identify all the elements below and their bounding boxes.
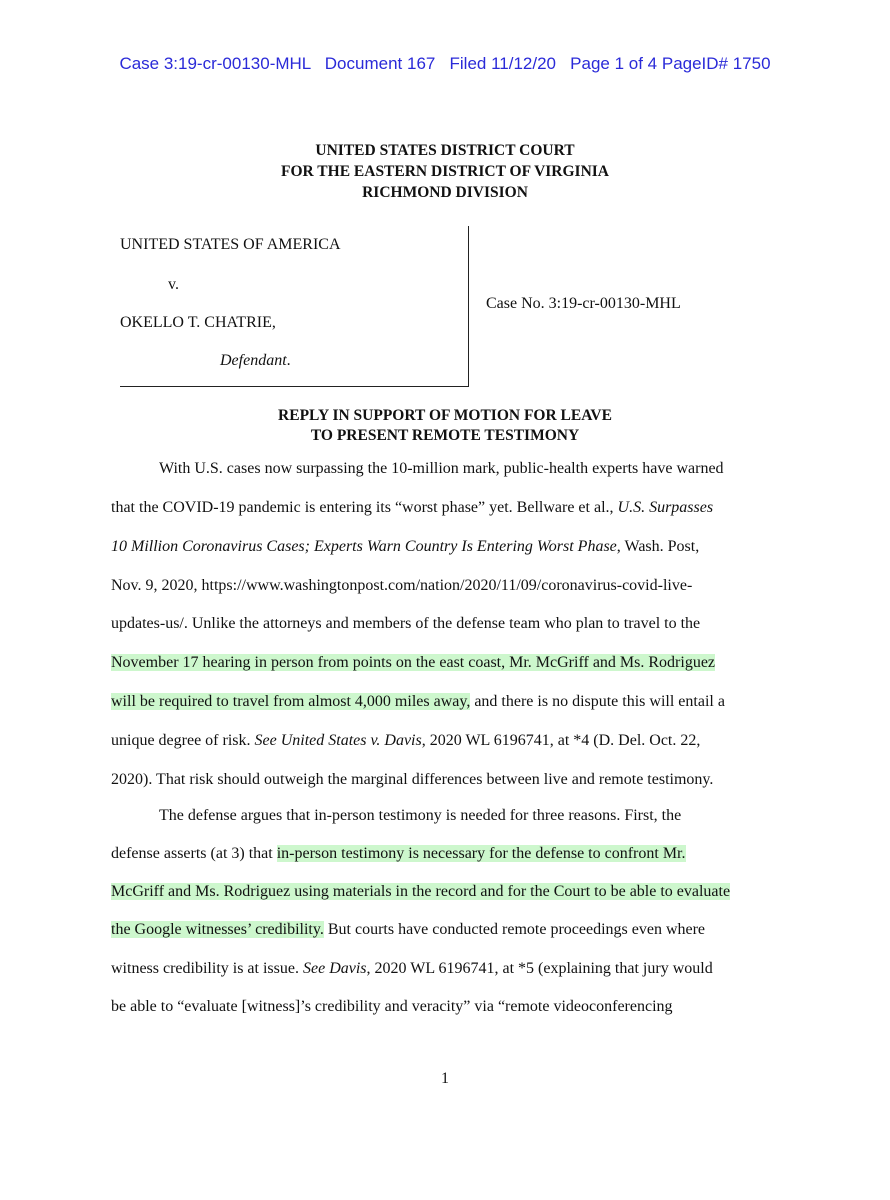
citation-title: U.S. Surpasses [617, 499, 714, 516]
highlighted-text: in-person testimony is necessary for the defense to confront Mr. [276, 845, 686, 862]
body-line [111, 843, 686, 865]
document-title-line1: REPLY IN SUPPORT OF MOTION FOR LEAVE [278, 407, 612, 424]
body-line [111, 730, 700, 752]
highlighted-text: McGriff and Ms. Rodriguez using materials in the record and for the Court to be able to evaluate [111, 883, 731, 900]
body-line: be able to “evaluate [witness]’s credibility and veracity” via “remote videoconferencing [111, 998, 673, 1015]
body-line [111, 497, 713, 519]
body-line: The defense argues that in-person testimony is needed for three reasons. First, the [159, 807, 682, 824]
caption-versus: v. [168, 276, 179, 293]
court-heading [0, 140, 890, 203]
highlighted-text: the Google witnesses’ credibility. [111, 921, 324, 938]
citation-title: 10 Million Coronavirus Cases; Experts Warn Country Is Entering Worst Phase [111, 538, 617, 555]
body-line [111, 536, 699, 558]
highlighted-text: November 17 hearing in person from points on the east coast, Mr. McGriff and Ms. Rodriguez [111, 654, 716, 671]
text-run: witness credibility is at issue. [111, 960, 303, 977]
body-line: Nov. 9, 2020, https://www.washingtonpost.com/nation/2020/11/09/coronavirus-covid-live- [111, 577, 693, 594]
caption-defendant: OKELLO T. CHATRIE, [120, 314, 276, 331]
case-caption-box [120, 226, 469, 387]
case-number: Case No. 3:19-cr-00130-MHL [486, 295, 681, 312]
caption-role-text: Defendant [220, 352, 287, 369]
text-run: that the COVID-19 pandemic is entering its “worst phase” yet. Bellware et al., [111, 499, 618, 516]
court-district: FOR THE EASTERN DISTRICT OF VIRGINIA [280, 163, 610, 180]
text-run: , 2020 WL 6196741, at *5 (explaining that jury would [366, 960, 713, 977]
case-citation: See United States v. Davis [254, 732, 422, 749]
text-run: But courts have conducted remote proceedings even where [323, 921, 706, 938]
case-citation: See Davis [302, 960, 367, 977]
body-line: 2020). That risk should outweigh the marginal differences between live and remote testimony. [111, 771, 714, 788]
highlighted-text: will be required to travel from almost 4,000 miles away, [111, 693, 471, 710]
page-number: 1 [441, 1070, 449, 1087]
caption-plaintiff: UNITED STATES OF AMERICA [120, 236, 341, 253]
text-run: and there is no dispute this will entail a [470, 693, 725, 710]
caption-role-period: . [286, 352, 291, 369]
court-division: RICHMOND DIVISION [362, 184, 528, 201]
text-run: unique degree of risk. [111, 732, 255, 749]
text-run: defense asserts (at 3) that [111, 845, 277, 862]
court-name: UNITED STATES DISTRICT COURT [315, 142, 575, 159]
body-line [111, 652, 715, 674]
text-run: , 2020 WL 6196741, at *4 (D. Del. Oct. 22, [421, 732, 701, 749]
document-title-line2: TO PRESENT REMOTE TESTIMONY [310, 427, 580, 444]
body-line [111, 881, 730, 903]
body-line [111, 919, 705, 941]
body-line: With U.S. cases now surpassing the 10-million mark, public-health experts have warned [159, 460, 724, 477]
body-line [111, 958, 713, 980]
body-line [111, 691, 725, 713]
text-run: , Wash. Post, [616, 538, 700, 555]
ecf-header-stamp: Case 3:19-cr-00130-MHL Document 167 Filed 11/12/20 Page 1 of 4 PageID# 1750 [119, 54, 771, 73]
document-title [0, 406, 890, 446]
caption-defendant-role [220, 352, 291, 370]
body-line: updates-us/. Unlike the attorneys and members of the defense team who plan to travel to the [111, 615, 701, 632]
